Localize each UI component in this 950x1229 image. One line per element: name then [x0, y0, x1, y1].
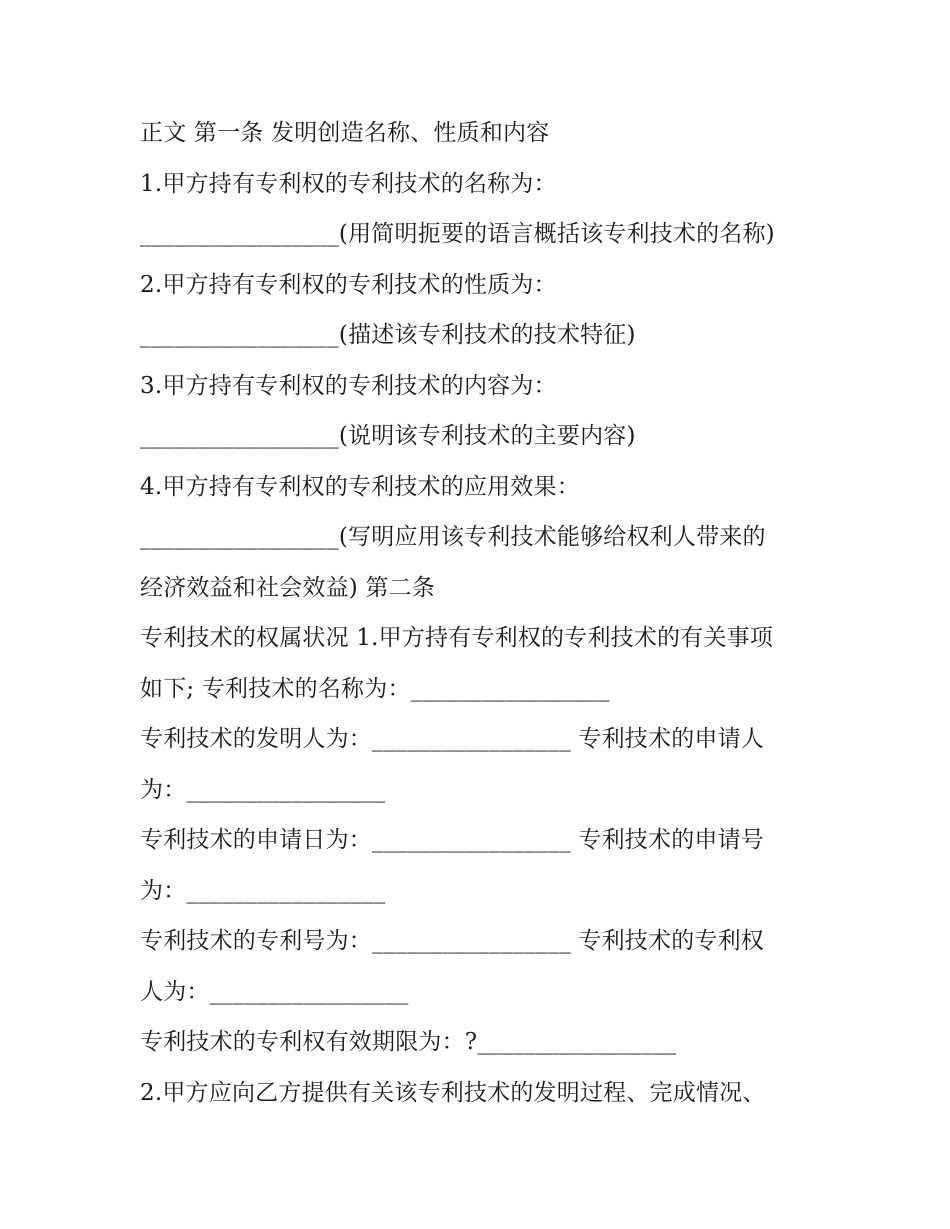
text-line: 为：_________________ [140, 776, 386, 803]
text-line: 经济效益和社会效益) 第二条 [140, 574, 436, 601]
text-line: _________________(说明该专利技术的主要内容) [140, 423, 636, 449]
text-line: _________________(用简明扼要的语言概括该专利技术的名称) [140, 221, 775, 247]
text-line: 如下; 专利技术的名称为：_________________ [140, 675, 610, 702]
text-line: 1.甲方持有专利权的专利技术的名称为： [140, 170, 557, 197]
text-line: 4.甲方持有专利权的专利技术的应用效果： [140, 473, 580, 500]
text-line: 专利技术的发明人为：_________________ 专利技术的申请人 [140, 726, 765, 752]
document-body [140, 108, 820, 1118]
text-line: 2.甲方持有专利权的专利技术的性质为： [140, 271, 557, 298]
text-line: 专利技术的权属状况 1.甲方持有专利权的专利技术的有关事项 [140, 625, 774, 651]
text-line: 3.甲方持有专利权的专利技术的内容为： [140, 372, 557, 399]
text-line: 人为：_________________ [140, 978, 409, 1005]
text-line: _________________(写明应用该专利技术能够给权利人带来的 [140, 524, 766, 550]
section-heading: 正文 第一条 发明创造名称、性质和内容 [140, 120, 550, 146]
text-line: 专利技术的专利号为：_________________ 专利技术的专利权 [140, 928, 765, 954]
text-line: 专利技术的专利权有效期限为：?_________________ [140, 1029, 677, 1055]
text-line: _________________(描述该专利技术的技术特征) [140, 322, 636, 348]
text-line: 2.甲方应向乙方提供有关该专利技术的发明过程、完成情况、 [140, 1079, 766, 1106]
text-line: 专利技术的申请日为：_________________ 专利技术的申请号 [140, 827, 765, 853]
text-line: 为：_________________ [140, 877, 386, 904]
